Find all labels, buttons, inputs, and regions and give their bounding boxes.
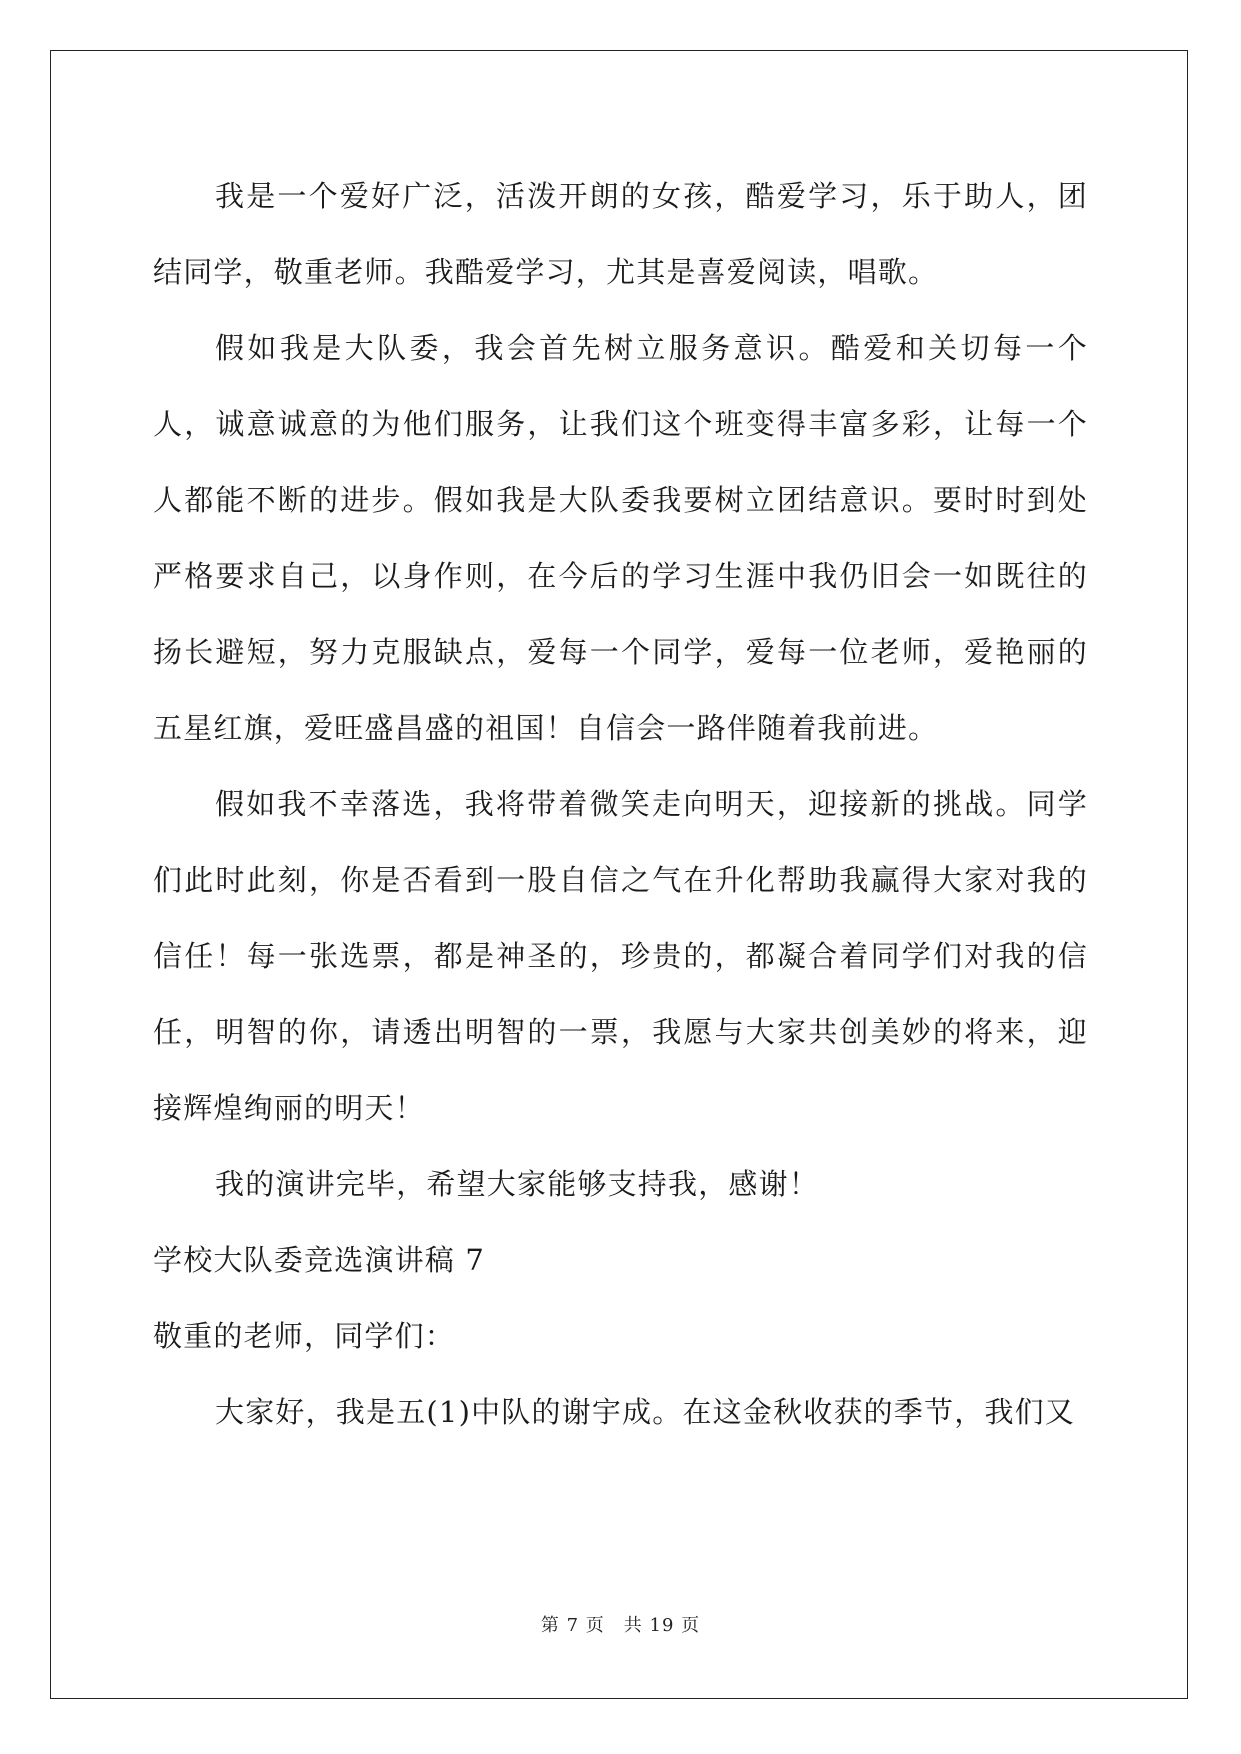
paragraph-closing: 我的演讲完毕，希望大家能够支持我，感谢！ [215, 1167, 820, 1201]
paragraph-if-lose: 假如我不幸落选，我将带着微笑走向明天，迎接新的挑战。同学们此时此刻，你是否看到一股自信之气在升化帮助我赢得大家对我的信任！每一张选票，都是神圣的，珍贵的，都凝合着同学们对我的信任，明智的你，请透出明智的一票，我愿与大家共创美妙的将来，迎接辉煌绚丽的明天！ [153, 787, 1088, 1125]
salutation: 敬重的老师，同学们： [153, 1319, 456, 1353]
paragraph-service: 假如我是大队委，我会首先树立服务意识。酷爱和关切每一个人，诚意诚意的为他们服务，让我们这个班变得丰富多彩，让每一个人都能不断的进步。假如我是大队委我要树立团结意识。要时时到处严格要求自己，以身作则，在今后的学习生涯中我仍旧会一如既往的扬长避短，努力克服缺点，爱每一个同学，爱每一位老师，爱艳丽的五星红旗，爱旺盛昌盛的祖国！自信会一路伴随着我前进。 [153, 331, 1088, 745]
section-title: 学校大队委竞选演讲稿 7 [153, 1243, 486, 1277]
paragraph-opening: 大家好，我是五(1)中队的谢宇成。在这金秋收获的季节，我们又 [215, 1395, 1076, 1429]
document-body [153, 158, 1088, 1450]
page-number-footer: 第 7 页 共 19 页 [540, 1615, 701, 1636]
paragraph-intro: 我是一个爱好广泛，活泼开朗的女孩，酷爱学习，乐于助人，团结同学，敬重老师。我酷爱学习，尤其是喜爱阅读，唱歌。 [153, 179, 1088, 289]
